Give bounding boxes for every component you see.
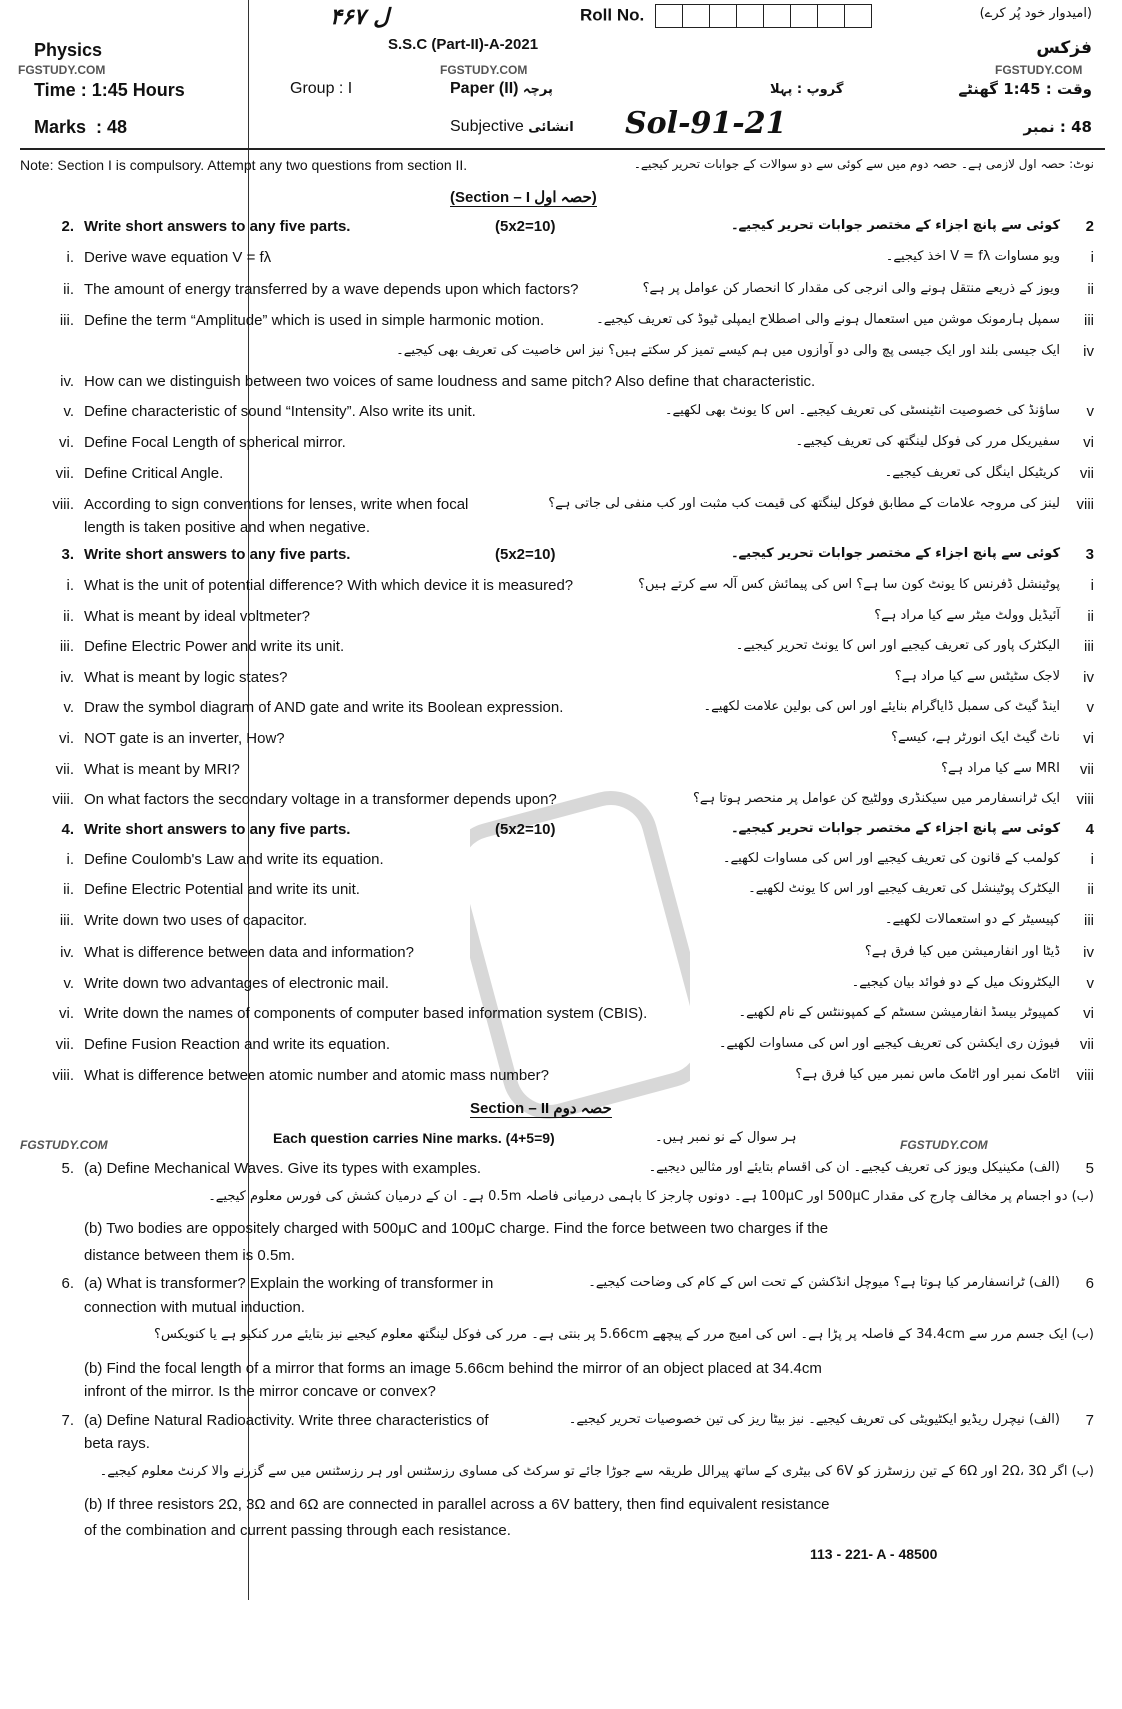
watermark: FGSTUDY.COM — [20, 1138, 108, 1152]
question-text-ur: کمپیوٹر بیسڈ انفارمیشن سسٹم کے کمپوننٹس کے نام لکھیے۔ — [738, 1005, 1060, 1020]
question-number-ur: 5 — [1085, 1160, 1094, 1177]
marks-allocation: (5x2=10) — [495, 821, 556, 838]
question-text-ur: فیوژن ری ایکشن کی تعریف کیجیے اور اس کی مساوات لکھیے۔ — [718, 1036, 1060, 1051]
question-row — [0, 343, 1122, 369]
question-row — [0, 730, 1122, 756]
question-text-en: Define Coulomb's Law and write its equation. — [84, 851, 384, 868]
watermark: FGSTUDY.COM — [995, 63, 1083, 77]
question-number: vii. — [55, 465, 74, 482]
question-row — [0, 761, 1122, 787]
question-row — [0, 1275, 1122, 1301]
question-number-ur: 7 — [1085, 1412, 1094, 1429]
question-number-ur: 6 — [1085, 1275, 1094, 1292]
question-number: vii. — [55, 761, 74, 778]
question-number: vii. — [55, 1036, 74, 1053]
question-text-en: Define Fusion Reaction and write its equation. — [84, 1036, 391, 1053]
question-text-en: of the combination and current passing through each resistance. — [84, 1522, 511, 1539]
question-number: i. — [66, 249, 74, 266]
question-row — [0, 1522, 1122, 1548]
question-text-ur: کولمب کے قانون کی تعریف کیجیے اور اس کی مساوات لکھیے۔ — [722, 851, 1060, 866]
question-number: iii. — [59, 638, 74, 655]
question-row — [0, 699, 1122, 725]
question-number-ur: vii — [1079, 465, 1094, 482]
question-text-en: Write down two uses of capacitor. — [84, 912, 308, 929]
paper-code-footer: 113 - 221- A - 48500 — [810, 1546, 938, 1562]
question-text-en: What is meant by ideal voltmeter? — [84, 608, 310, 625]
paper: Paper (II) پرچہ — [450, 80, 553, 97]
subject-ur: فزکس — [1036, 38, 1092, 58]
question-text-ur: ڈیٹا اور انفارمیشن میں کیا فرق ہے؟ — [864, 944, 1060, 959]
header-divider — [20, 148, 1105, 150]
each-question-note: Each question carries Nine marks. (4+5=9) — [273, 1130, 555, 1146]
question-text-en: Define Electric Potential and write its unit. — [84, 881, 360, 898]
question-row — [0, 1435, 1122, 1461]
subject-en: Physics — [34, 40, 103, 60]
question-number-ur: 4 — [1085, 821, 1094, 838]
question-text-en: infront of the mirror. Is the mirror concave or convex? — [84, 1383, 436, 1400]
question-text-ur: (ب) ایک جسم مرر سے 34.4cm کے فاصلہ پر پڑا ہے۔ اس کی امیج مرر کے پیچھے 5.66cm پر بنتی ہے۔ مرر کی فوکل لینگتھ معلوم کیجیے نیز بتایئے مرر کنکیو ہے یا کنویکس؟ — [154, 1327, 1094, 1342]
question-text-en: Define Electric Power and write its unit. — [84, 638, 345, 655]
question-text-ur: الیکٹرونک میل کے دو فوائد بیان کیجیے۔ — [851, 975, 1060, 990]
marks: Marks : 48 — [34, 117, 128, 137]
question-text-en: The amount of energy transferred by a wave depends upon which factors? — [84, 281, 579, 298]
question-text-en: Define the term “Amplitude” which is used in simple harmonic motion. — [84, 312, 545, 329]
question-number: 6. — [61, 1275, 74, 1292]
question-text-ur: آئیڈیل وولٹ میٹر سے کیا مراد ہے؟ — [874, 608, 1060, 623]
question-text-en: Define Critical Angle. — [84, 465, 224, 482]
question-text-en: How can we distinguish between two voices of same loudness and same pitch? Also define that characteristic. — [84, 373, 816, 390]
question-text-en: Draw the symbol diagram of AND gate and write its Boolean expression. — [84, 699, 564, 716]
question-number-ur: 2 — [1085, 218, 1094, 235]
question-text-ur: اٹامک نمبر اور اٹامک ماس نمبر میں کیا فرق ہے؟ — [795, 1067, 1060, 1082]
question-number: viii. — [52, 791, 74, 808]
question-text-ur: ایک جیسی بلند اور ایک جیسی پچ والی دو آوازوں میں ہم کیسے تمیز کر سکتے ہیں؟ نیز اس خاصیت کی تعریف بھی کیجیے۔ — [396, 343, 1060, 358]
question-text-en: What is difference between data and information? — [84, 944, 414, 961]
question-number: iii. — [59, 312, 74, 329]
roll-label: Roll No. — [580, 5, 645, 25]
question-text-en: Write short answers to any five parts. — [84, 218, 351, 235]
marks-allocation: (5x2=10) — [495, 546, 556, 563]
question-number-ur: v — [1086, 699, 1094, 716]
question-text-en: Derive wave equation V = fλ — [84, 249, 272, 266]
question-number: ii. — [63, 881, 74, 898]
question-number-ur: viii — [1076, 791, 1094, 808]
question-text-ur: (ب) دو اجسام پر مخالف چارج کی مقدار 500μC اور 100μC ہے۔ دونوں چارجز کا باہمی درمیانی فاصلہ 0.5m ہے۔ ان کے درمیان کشش کی فورس معلوم کیجیے۔ — [208, 1189, 1094, 1204]
question-text-ur: (الف) نیچرل ریڈیو ایکٹیویٹی کی تعریف کیجیے۔ نیز بیٹا ریز کی تین خصوصیات تحریر کیجیے۔ — [568, 1412, 1060, 1427]
question-row — [0, 281, 1122, 307]
question-number: ii. — [63, 281, 74, 298]
question-text-ur: کوئی سے پانچ اجزاء کے مختصر جوابات تحریر کیجیے۔ — [730, 821, 1060, 836]
question-row — [0, 373, 1122, 399]
question-row — [0, 312, 1122, 338]
question-number: viii. — [52, 496, 74, 513]
exam-title: S.S.C (Part-II)-A-2021 — [388, 36, 539, 53]
handwritten-mark: ل ۴۶۷ — [330, 4, 390, 30]
question-text-en: What is meant by logic states? — [84, 669, 288, 686]
question-heading — [0, 546, 1122, 572]
question-number: 2. — [61, 218, 74, 235]
question-number: viii. — [52, 1067, 74, 1084]
question-number: iv. — [60, 373, 74, 390]
question-row — [0, 1496, 1122, 1522]
handwritten-code: Sol-91-21 — [625, 106, 787, 141]
question-row — [0, 1220, 1122, 1246]
question-number-ur: ii — [1087, 281, 1094, 298]
question-number: v. — [63, 975, 74, 992]
roll-boxes — [655, 4, 872, 28]
roll-urdu: (امیدوار خود پُر کرے) — [979, 6, 1092, 21]
question-text-ur: کریٹیکل اینگل کی تعریف کیجیے۔ — [884, 465, 1060, 480]
question-text-en: beta rays. — [84, 1435, 150, 1452]
question-number-ur: i — [1090, 249, 1094, 266]
question-number: v. — [63, 403, 74, 420]
question-number-ur: iv — [1083, 343, 1094, 360]
question-row — [0, 669, 1122, 695]
question-text-en: distance between them is 0.5m. — [84, 1247, 295, 1264]
question-text-ur: ایک ٹرانسفارمر میں سیکنڈری وولٹیج کن عوامل پر منحصر ہوتا ہے؟ — [692, 791, 1060, 806]
question-row — [0, 1247, 1122, 1273]
question-row — [0, 1189, 1122, 1215]
question-text-en: connection with mutual induction. — [84, 1299, 305, 1316]
question-text-en: What is difference between atomic number and atomic mass number? — [84, 1067, 549, 1084]
watermark: FGSTUDY.COM — [440, 63, 528, 77]
question-text-ur: MRI سے کیا مراد ہے؟ — [941, 761, 1060, 776]
question-number-ur: i — [1090, 851, 1094, 868]
question-row — [0, 638, 1122, 664]
time-ur: وقت : 1:45 گھنٹے — [958, 80, 1092, 98]
section-1-heading: (Section – I حصہ اول) — [450, 189, 597, 206]
note-ur: نوٹ: حصہ اول لازمی ہے۔ حصہ دوم میں سے کوئی سے دو سوالات کے جوابات تحریر کیجیے۔ — [633, 157, 1094, 171]
question-text-ur: لینز کی مروجہ علامات کے مطابق فوکل لینگتھ کی قیمت کب مثبت اور کب منفی لی جاتی ہے؟ — [548, 496, 1060, 511]
question-text-en: (a) Define Natural Radioactivity. Write three characteristics of — [84, 1412, 489, 1429]
question-number-ur: vii — [1079, 761, 1094, 778]
question-text-ur: کوئی سے پانچ اجزاء کے مختصر جوابات تحریر کیجیے۔ — [730, 218, 1060, 233]
question-text-ur: (ب) اگر 2Ω، 3Ω اور 6Ω کے تین رزسٹرز کو 6V کی بیٹری کے ساتھ پیرالل طریقہ سے جوڑا جائے تو سرکٹ کی مساوی رزسٹنس اور ہر رزسٹنس میں سے گزرنے والا کرنٹ معلوم کیجیے۔ — [99, 1464, 1094, 1479]
question-number-ur: viii — [1076, 496, 1094, 513]
question-text-en: Write short answers to any five parts. — [84, 821, 351, 838]
question-text-en: length is taken positive and when negative. — [84, 519, 371, 536]
question-row — [0, 577, 1122, 603]
each-question-ur: ہر سوال کے نو نمبر ہیں۔ — [655, 1130, 797, 1145]
group: Group : I — [290, 80, 353, 97]
question-number-ur: v — [1086, 975, 1094, 992]
watermark: FGSTUDY.COM — [18, 63, 106, 77]
time: Time : 1:45 Hours — [34, 80, 185, 100]
question-text-en: (b) Two bodies are oppositely charged with 500μC and 100μC charge. Find the force between two charges if the — [84, 1220, 829, 1237]
question-text-en: (a) What is transformer? Explain the working of transformer in — [84, 1275, 494, 1292]
group-ur: گروپ : پہلا — [770, 82, 844, 97]
question-text-ur: کپیسیٹر کے دو استعمالات لکھیے۔ — [884, 912, 1060, 927]
question-text-en: (b) Find the focal length of a mirror that forms an image 5.66cm behind the mirror of an object placed at 34.4cm — [84, 1360, 822, 1377]
question-row — [0, 434, 1122, 460]
question-text-en: Write down two advantages of electronic mail. — [84, 975, 389, 992]
question-text-en: (a) Define Mechanical Waves. Give its types with examples. — [84, 1160, 482, 1177]
question-text-ur: ناٹ گیٹ ایک انورٹر ہے، کیسے؟ — [891, 730, 1060, 745]
question-row — [0, 1327, 1122, 1353]
question-text-en: What is meant by MRI? — [84, 761, 240, 778]
stamp-watermark — [470, 790, 690, 1120]
question-row — [0, 519, 1122, 545]
question-number-ur: iii — [1084, 638, 1094, 655]
subjective: Subjective انشائی — [450, 118, 574, 135]
question-number: i. — [66, 851, 74, 868]
question-text-ur: اینڈ گیٹ کی سمبل ڈایاگرام بنایئے اور اس کی بولین علامت لکھیے۔ — [703, 699, 1060, 714]
question-number-ur: iii — [1084, 912, 1094, 929]
question-number-ur: vi — [1083, 730, 1094, 747]
question-number-ur: iii — [1084, 312, 1094, 329]
question-text-ur: پوٹینشل ڈفرنس کا یونٹ کون سا ہے؟ اس کی پیمائش کس آلہ سے کرتے ہیں؟ — [638, 577, 1060, 592]
question-number: 7. — [61, 1412, 74, 1429]
question-number-ur: iv — [1083, 669, 1094, 686]
question-number: 3. — [61, 546, 74, 563]
question-text-en: Write short answers to any five parts. — [84, 546, 351, 563]
question-row — [0, 465, 1122, 491]
note-en: Note: Section I is compulsory. Attempt any two questions from section II. — [20, 157, 468, 173]
question-text-ur: ساؤنڈ کی خصوصیت انٹینسٹی کی تعریف کیجیے۔ اس کا یونٹ بھی لکھیے۔ — [664, 403, 1060, 418]
question-number-ur: vi — [1083, 1005, 1094, 1022]
question-row — [0, 249, 1122, 275]
question-row — [0, 403, 1122, 429]
section-2-heading: Section – II حصہ دوم — [470, 1100, 612, 1117]
question-text-ur: ویوز کے ذریعے منتقل ہونے والی انرجی کی مقدار کا انحصار کن عوامل پر ہے؟ — [642, 281, 1060, 296]
question-number-ur: v — [1086, 403, 1094, 420]
question-text-en: On what factors the secondary voltage in a transformer depends upon? — [84, 791, 557, 808]
question-number: iv. — [60, 944, 74, 961]
question-text-ur: الیکٹرک پوٹینشل کی تعریف کیجیے اور اس کا یونٹ لکھیے۔ — [748, 881, 1060, 896]
question-text-ur: سفیریکل مرر کی فوکل لینگتھ کی تعریف کیجیے۔ — [795, 434, 1060, 449]
question-number-ur: ii — [1087, 881, 1094, 898]
question-number-ur: viii — [1076, 1067, 1094, 1084]
question-text-ur: الیکٹرک پاور کی تعریف کیجیے اور اس کا یونٹ تحریر کیجیے۔ — [735, 638, 1060, 653]
watermark: FGSTUDY.COM — [900, 1138, 988, 1152]
question-text-en: Define characteristic of sound “Intensity”. Also write its unit. — [84, 403, 476, 420]
question-text-ur: لاجک سٹیٹس سے کیا مراد ہے؟ — [894, 669, 1060, 684]
question-number-ur: vi — [1083, 434, 1094, 451]
question-number: iii. — [59, 912, 74, 929]
question-text-ur: کوئی سے پانچ اجزاء کے مختصر جوابات تحریر کیجیے۔ — [730, 546, 1060, 561]
question-row — [0, 608, 1122, 634]
question-number-ur: iv — [1083, 944, 1094, 961]
question-text-en: (b) If three resistors 2Ω, 3Ω and 6Ω are connected in parallel across a 6V battery, then find equivalent resistance — [84, 1496, 830, 1513]
question-number-ur: 3 — [1085, 546, 1094, 563]
question-number: 4. — [61, 821, 74, 838]
question-text-en: NOT gate is an inverter, How? — [84, 730, 285, 747]
question-row — [0, 1383, 1122, 1409]
question-text-en: What is the unit of potential difference? With which device it is measured? — [84, 577, 574, 594]
question-number: v. — [63, 699, 74, 716]
roll-no — [580, 4, 872, 28]
question-number-ur: vii — [1079, 1036, 1094, 1053]
question-heading — [0, 218, 1122, 244]
question-number-ur: ii — [1087, 608, 1094, 625]
question-text-en: According to sign conventions for lenses, write when focal — [84, 496, 469, 513]
question-text-ur: سمپل ہارمونک موشن میں استعمال ہونے والی اصطلاح ایمپلی ٹیوڈ کی تعریف کیجیے۔ — [596, 312, 1060, 327]
question-number: 5. — [61, 1160, 74, 1177]
question-row — [0, 1464, 1122, 1490]
question-number: ii. — [63, 608, 74, 625]
question-number: iv. — [60, 669, 74, 686]
question-row — [0, 1160, 1122, 1186]
question-number: vi. — [59, 434, 74, 451]
question-text-ur: (الف) مکینیکل ویوز کی تعریف کیجیے۔ ان کی اقسام بتایئے اور مثالیں دیجیے۔ — [648, 1160, 1060, 1175]
question-number: vi. — [59, 730, 74, 747]
question-text-en: Write down the names of components of computer based information system (CBIS). — [84, 1005, 648, 1022]
question-text-ur: ویو مساوات V = fλ اخذ کیجیے۔ — [885, 249, 1060, 264]
marks-allocation: (5x2=10) — [495, 218, 556, 235]
question-number-ur: i — [1090, 577, 1094, 594]
marks-ur: 48 : نمبر — [1023, 118, 1092, 136]
question-row — [0, 1299, 1122, 1325]
question-text-ur: (الف) ٹرانسفارمر کیا ہوتا ہے؟ میوچل انڈکشن کے تحت اس کے کام کی وضاحت کیجیے۔ — [588, 1275, 1060, 1290]
question-number: vi. — [59, 1005, 74, 1022]
question-number: i. — [66, 577, 74, 594]
question-text-en: Define Focal Length of spherical mirror. — [84, 434, 346, 451]
